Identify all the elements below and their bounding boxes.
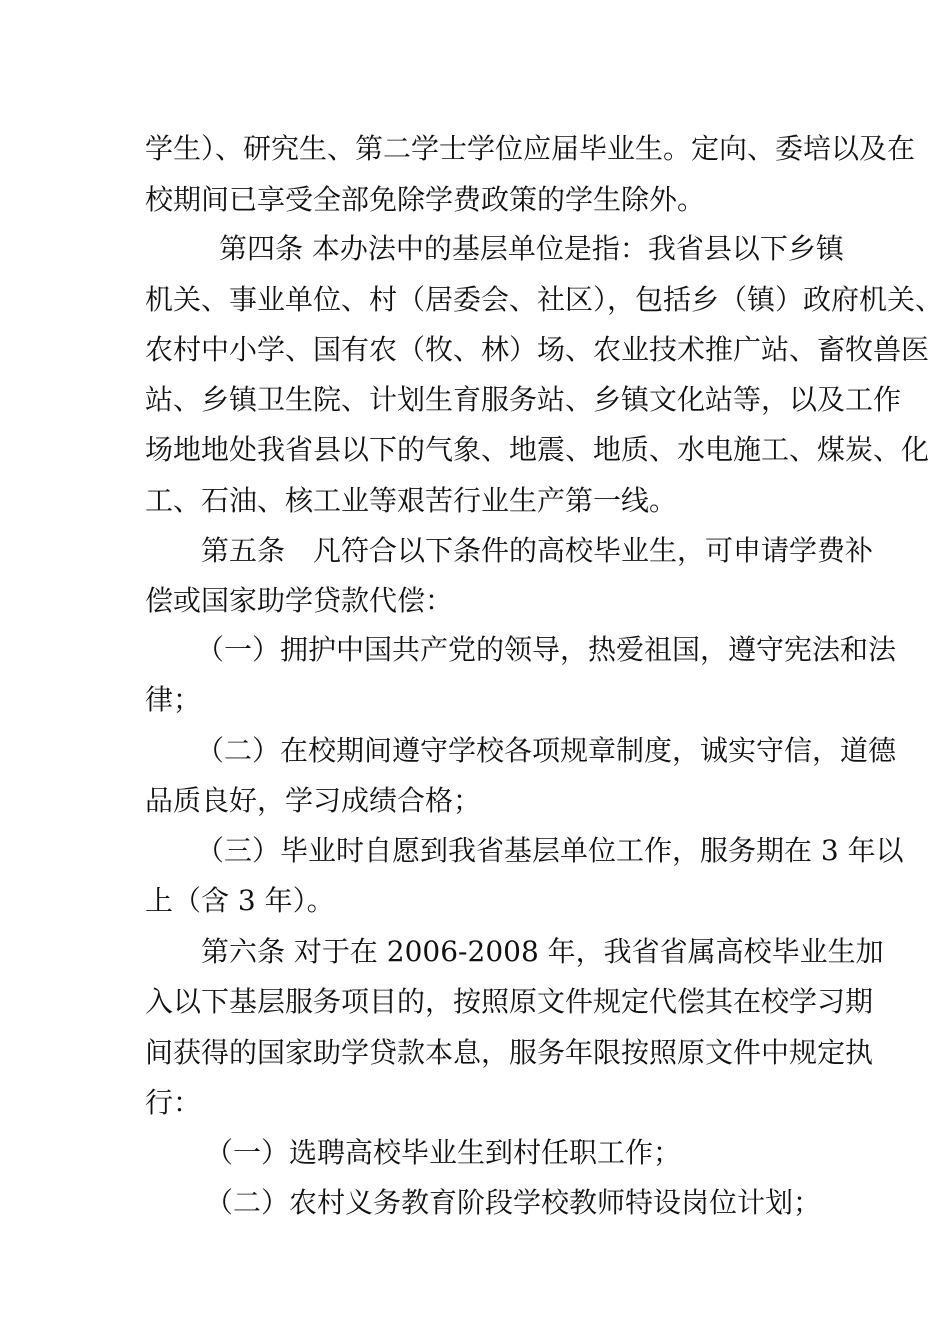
article-heading-line: 第六条 对于在 2006-2008 年，我省省属高校毕业生加	[201, 935, 884, 968]
list-item-line: （一）选聘高校毕业生到村任职工作；	[205, 1136, 682, 1169]
list-item-line: （一）拥护中国共产党的领导，热爱祖国，遵守宪法和法	[196, 633, 897, 666]
text-line: 偿或国家助学贷款代偿：	[145, 584, 454, 617]
article-heading-line: 第五条 凡符合以下条件的高校毕业生，可申请学费补	[201, 534, 874, 567]
text-line: 律；	[145, 683, 202, 716]
text-line: 工、石油、核工业等艰苦行业生产第一线。	[145, 484, 678, 517]
text-line: 场地地处我省县以下的气象、地震、地质、水电施工、煤炭、化	[145, 433, 930, 466]
text-line: 学生）、研究生、第二学士学位应届毕业生。定向、委培以及在	[145, 132, 916, 165]
text-line: 上（含 3 年）。	[145, 884, 335, 917]
list-item-line: （二）农村义务教育阶段学校教师特设岗位计划；	[205, 1186, 822, 1219]
text-line: 入以下基层服务项目的，按照原文件规定代偿其在校学习期	[145, 985, 874, 1018]
list-item-line: （二）在校期间遵守学校各项规章制度，诚实守信，道德	[196, 734, 897, 767]
text-line: 行：	[145, 1086, 202, 1119]
text-line: 校期间已享受全部免除学费政策的学生除外。	[145, 183, 706, 216]
text-line: 间获得的国家助学贷款本息，服务年限按照原文件中规定执	[145, 1036, 874, 1069]
article-heading-line: 第四条 本办法中的基层单位是指：我省县以下乡镇	[219, 232, 844, 265]
text-line: 农村中小学、国有农（牧、林）场、农业技术推广站、畜牧兽医	[145, 333, 930, 366]
text-line: 机关、事业单位、村（居委会、社区），包括乡（镇）政府机关、	[145, 283, 944, 316]
list-item-line: （三）毕业时自愿到我省基层单位工作，服务期在 3 年以	[196, 834, 904, 867]
text-line: 站、乡镇卫生院、计划生育服务站、乡镇文化站等，以及工作	[145, 383, 902, 416]
text-line: 品质良好，学习成绩合格；	[145, 784, 482, 817]
